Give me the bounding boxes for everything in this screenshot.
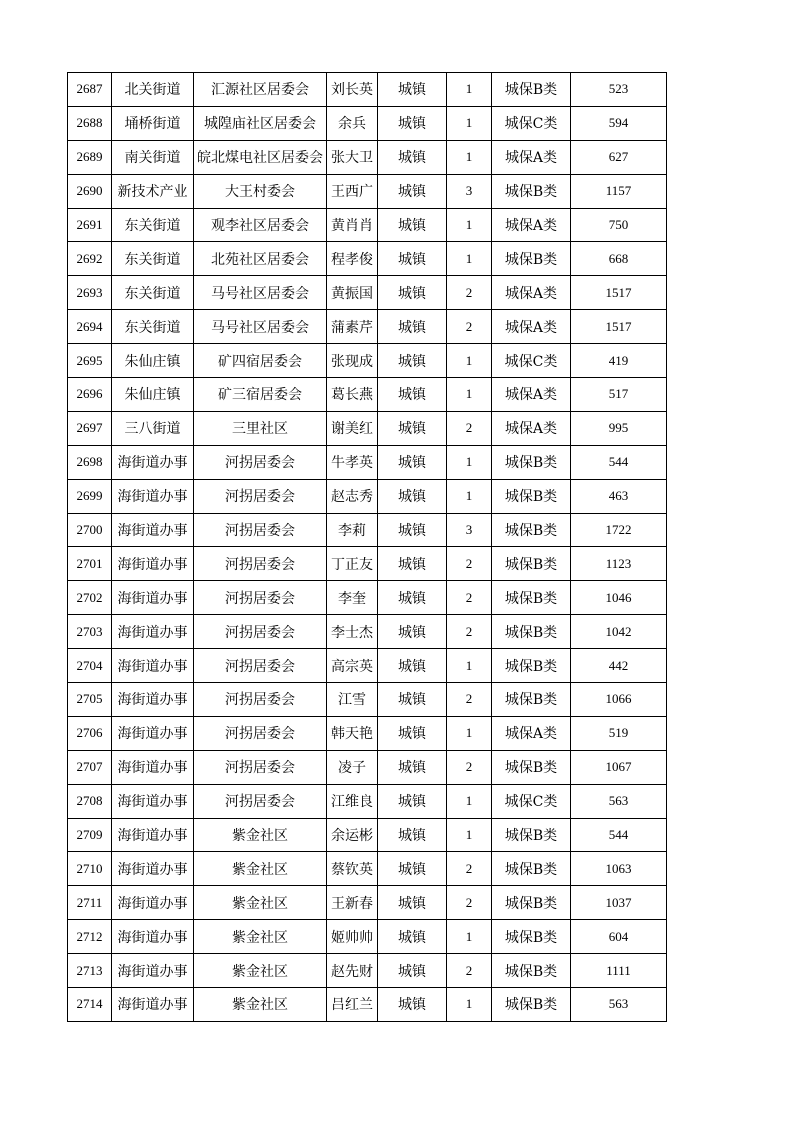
amount-cell: 1046 xyxy=(571,581,667,615)
person-name-cell: 姬帅帅 xyxy=(327,920,378,954)
person-name-cell: 高宗英 xyxy=(327,649,378,683)
street-office-cell: 海街道办事 xyxy=(112,819,194,853)
table-row xyxy=(68,412,667,446)
community-cell: 河拐居委会 xyxy=(194,514,327,548)
street-office-cell: 南关街道 xyxy=(112,141,194,175)
data-table xyxy=(67,72,667,1022)
row-number-cell: 2705 xyxy=(68,683,112,717)
amount-cell: 627 xyxy=(571,141,667,175)
insurance-category-cell: 城保B类 xyxy=(492,852,571,886)
row-number-cell: 2712 xyxy=(68,920,112,954)
insurance-category-cell: 城保B类 xyxy=(492,751,571,785)
household-count-cell: 1 xyxy=(447,73,492,107)
community-cell: 汇源社区居委会 xyxy=(194,73,327,107)
area-type-cell: 城镇 xyxy=(378,480,447,514)
person-name-cell: 张现成 xyxy=(327,344,378,378)
community-cell: 北苑社区居委会 xyxy=(194,242,327,276)
person-name-cell: 王新春 xyxy=(327,886,378,920)
insurance-category-cell: 城保C类 xyxy=(492,344,571,378)
amount-cell: 1063 xyxy=(571,852,667,886)
household-count-cell: 1 xyxy=(447,378,492,412)
table-row xyxy=(68,480,667,514)
community-cell: 河拐居委会 xyxy=(194,751,327,785)
row-number-cell: 2710 xyxy=(68,852,112,886)
insurance-category-cell: 城保B类 xyxy=(492,988,571,1022)
amount-cell: 544 xyxy=(571,819,667,853)
area-type-cell: 城镇 xyxy=(378,242,447,276)
area-type-cell: 城镇 xyxy=(378,954,447,988)
amount-cell: 563 xyxy=(571,785,667,819)
community-cell: 河拐居委会 xyxy=(194,581,327,615)
row-number-cell: 2704 xyxy=(68,649,112,683)
table-row xyxy=(68,310,667,344)
street-office-cell: 新技术产业 xyxy=(112,175,194,209)
household-count-cell: 3 xyxy=(447,175,492,209)
amount-cell: 1123 xyxy=(571,547,667,581)
person-name-cell: 李士杰 xyxy=(327,615,378,649)
community-cell: 矿三宿居委会 xyxy=(194,378,327,412)
amount-cell: 1067 xyxy=(571,751,667,785)
area-type-cell: 城镇 xyxy=(378,175,447,209)
street-office-cell: 东关街道 xyxy=(112,310,194,344)
street-office-cell: 三八街道 xyxy=(112,412,194,446)
table-row xyxy=(68,649,667,683)
person-name-cell: 蒲素芹 xyxy=(327,310,378,344)
area-type-cell: 城镇 xyxy=(378,886,447,920)
community-cell: 紫金社区 xyxy=(194,920,327,954)
area-type-cell: 城镇 xyxy=(378,344,447,378)
insurance-category-cell: 城保A类 xyxy=(492,310,571,344)
street-office-cell: 海街道办事 xyxy=(112,514,194,548)
area-type-cell: 城镇 xyxy=(378,581,447,615)
household-count-cell: 3 xyxy=(447,514,492,548)
table-row xyxy=(68,175,667,209)
insurance-category-cell: 城保B类 xyxy=(492,242,571,276)
amount-cell: 668 xyxy=(571,242,667,276)
table-row xyxy=(68,920,667,954)
household-count-cell: 1 xyxy=(447,785,492,819)
person-name-cell: 李奎 xyxy=(327,581,378,615)
area-type-cell: 城镇 xyxy=(378,751,447,785)
household-count-cell: 1 xyxy=(447,344,492,378)
community-cell: 河拐居委会 xyxy=(194,547,327,581)
person-name-cell: 江雪 xyxy=(327,683,378,717)
household-count-cell: 2 xyxy=(447,683,492,717)
street-office-cell: 东关街道 xyxy=(112,242,194,276)
insurance-category-cell: 城保B类 xyxy=(492,615,571,649)
street-office-cell: 东关街道 xyxy=(112,276,194,310)
amount-cell: 1517 xyxy=(571,310,667,344)
person-name-cell: 吕红兰 xyxy=(327,988,378,1022)
table-row xyxy=(68,785,667,819)
amount-cell: 604 xyxy=(571,920,667,954)
community-cell: 紫金社区 xyxy=(194,954,327,988)
household-count-cell: 2 xyxy=(447,886,492,920)
amount-cell: 594 xyxy=(571,107,667,141)
insurance-category-cell: 城保A类 xyxy=(492,276,571,310)
amount-cell: 1111 xyxy=(571,954,667,988)
household-count-cell: 1 xyxy=(447,107,492,141)
row-number-cell: 2693 xyxy=(68,276,112,310)
area-type-cell: 城镇 xyxy=(378,717,447,751)
insurance-category-cell: 城保B类 xyxy=(492,920,571,954)
area-type-cell: 城镇 xyxy=(378,514,447,548)
row-number-cell: 2690 xyxy=(68,175,112,209)
table-row xyxy=(68,615,667,649)
street-office-cell: 朱仙庄镇 xyxy=(112,378,194,412)
household-count-cell: 2 xyxy=(447,310,492,344)
person-name-cell: 牛孝英 xyxy=(327,446,378,480)
amount-cell: 519 xyxy=(571,717,667,751)
row-number-cell: 2691 xyxy=(68,209,112,243)
person-name-cell: 李莉 xyxy=(327,514,378,548)
insurance-category-cell: 城保B类 xyxy=(492,886,571,920)
household-count-cell: 2 xyxy=(447,852,492,886)
community-cell: 河拐居委会 xyxy=(194,446,327,480)
row-number-cell: 2706 xyxy=(68,717,112,751)
table-row xyxy=(68,819,667,853)
row-number-cell: 2711 xyxy=(68,886,112,920)
amount-cell: 1066 xyxy=(571,683,667,717)
table-row xyxy=(68,954,667,988)
amount-cell: 463 xyxy=(571,480,667,514)
table-row xyxy=(68,581,667,615)
row-number-cell: 2702 xyxy=(68,581,112,615)
area-type-cell: 城镇 xyxy=(378,547,447,581)
insurance-category-cell: 城保C类 xyxy=(492,107,571,141)
row-number-cell: 2703 xyxy=(68,615,112,649)
area-type-cell: 城镇 xyxy=(378,615,447,649)
amount-cell: 523 xyxy=(571,73,667,107)
household-count-cell: 2 xyxy=(447,581,492,615)
street-office-cell: 海街道办事 xyxy=(112,581,194,615)
amount-cell: 750 xyxy=(571,209,667,243)
amount-cell: 419 xyxy=(571,344,667,378)
table-row xyxy=(68,73,667,107)
row-number-cell: 2689 xyxy=(68,141,112,175)
area-type-cell: 城镇 xyxy=(378,446,447,480)
community-cell: 河拐居委会 xyxy=(194,480,327,514)
household-count-cell: 1 xyxy=(447,988,492,1022)
table-row xyxy=(68,344,667,378)
area-type-cell: 城镇 xyxy=(378,141,447,175)
row-number-cell: 2700 xyxy=(68,514,112,548)
street-office-cell: 北关街道 xyxy=(112,73,194,107)
household-count-cell: 1 xyxy=(447,649,492,683)
household-count-cell: 2 xyxy=(447,547,492,581)
community-cell: 观李社区居委会 xyxy=(194,209,327,243)
row-number-cell: 2687 xyxy=(68,73,112,107)
table-row xyxy=(68,107,667,141)
area-type-cell: 城镇 xyxy=(378,683,447,717)
row-number-cell: 2701 xyxy=(68,547,112,581)
street-office-cell: 海街道办事 xyxy=(112,480,194,514)
community-cell: 紫金社区 xyxy=(194,852,327,886)
row-number-cell: 2707 xyxy=(68,751,112,785)
area-type-cell: 城镇 xyxy=(378,276,447,310)
household-count-cell: 1 xyxy=(447,717,492,751)
community-cell: 河拐居委会 xyxy=(194,717,327,751)
household-count-cell: 2 xyxy=(447,954,492,988)
table-row xyxy=(68,683,667,717)
household-count-cell: 2 xyxy=(447,412,492,446)
row-number-cell: 2698 xyxy=(68,446,112,480)
community-cell: 三里社区 xyxy=(194,412,327,446)
area-type-cell: 城镇 xyxy=(378,920,447,954)
household-count-cell: 1 xyxy=(447,141,492,175)
row-number-cell: 2696 xyxy=(68,378,112,412)
community-cell: 马号社区居委会 xyxy=(194,276,327,310)
amount-cell: 1517 xyxy=(571,276,667,310)
person-name-cell: 江维良 xyxy=(327,785,378,819)
amount-cell: 563 xyxy=(571,988,667,1022)
insurance-category-cell: 城保A类 xyxy=(492,378,571,412)
street-office-cell: 海街道办事 xyxy=(112,954,194,988)
table-row xyxy=(68,514,667,548)
insurance-category-cell: 城保B类 xyxy=(492,547,571,581)
household-count-cell: 1 xyxy=(447,920,492,954)
amount-cell: 1157 xyxy=(571,175,667,209)
area-type-cell: 城镇 xyxy=(378,988,447,1022)
row-number-cell: 2692 xyxy=(68,242,112,276)
person-name-cell: 张大卫 xyxy=(327,141,378,175)
table-row xyxy=(68,276,667,310)
area-type-cell: 城镇 xyxy=(378,73,447,107)
community-cell: 河拐居委会 xyxy=(194,649,327,683)
person-name-cell: 余兵 xyxy=(327,107,378,141)
person-name-cell: 余运彬 xyxy=(327,819,378,853)
amount-cell: 995 xyxy=(571,412,667,446)
street-office-cell: 海街道办事 xyxy=(112,920,194,954)
amount-cell: 442 xyxy=(571,649,667,683)
area-type-cell: 城镇 xyxy=(378,310,447,344)
person-name-cell: 凌子 xyxy=(327,751,378,785)
street-office-cell: 海街道办事 xyxy=(112,683,194,717)
insurance-category-cell: 城保B类 xyxy=(492,954,571,988)
insurance-category-cell: 城保B类 xyxy=(492,683,571,717)
household-count-cell: 2 xyxy=(447,615,492,649)
insurance-category-cell: 城保B类 xyxy=(492,649,571,683)
row-number-cell: 2709 xyxy=(68,819,112,853)
person-name-cell: 黄肖肖 xyxy=(327,209,378,243)
table-row xyxy=(68,242,667,276)
person-name-cell: 葛长燕 xyxy=(327,378,378,412)
person-name-cell: 黄振国 xyxy=(327,276,378,310)
street-office-cell: 海街道办事 xyxy=(112,886,194,920)
table-row xyxy=(68,886,667,920)
area-type-cell: 城镇 xyxy=(378,412,447,446)
street-office-cell: 朱仙庄镇 xyxy=(112,344,194,378)
household-count-cell: 1 xyxy=(447,446,492,480)
row-number-cell: 2708 xyxy=(68,785,112,819)
amount-cell: 1042 xyxy=(571,615,667,649)
street-office-cell: 海街道办事 xyxy=(112,615,194,649)
street-office-cell: 海街道办事 xyxy=(112,852,194,886)
insurance-category-cell: 城保B类 xyxy=(492,819,571,853)
amount-cell: 1722 xyxy=(571,514,667,548)
table-row xyxy=(68,852,667,886)
person-name-cell: 丁正友 xyxy=(327,547,378,581)
household-count-cell: 1 xyxy=(447,480,492,514)
table-row xyxy=(68,446,667,480)
household-count-cell: 1 xyxy=(447,242,492,276)
insurance-category-cell: 城保A类 xyxy=(492,209,571,243)
community-cell: 紫金社区 xyxy=(194,886,327,920)
street-office-cell: 海街道办事 xyxy=(112,446,194,480)
area-type-cell: 城镇 xyxy=(378,378,447,412)
table-row xyxy=(68,988,667,1022)
row-number-cell: 2714 xyxy=(68,988,112,1022)
community-cell: 皖北煤电社区居委会 xyxy=(194,141,327,175)
person-name-cell: 蔡钦英 xyxy=(327,852,378,886)
amount-cell: 544 xyxy=(571,446,667,480)
insurance-category-cell: 城保B类 xyxy=(492,480,571,514)
household-count-cell: 1 xyxy=(447,209,492,243)
street-office-cell: 海街道办事 xyxy=(112,785,194,819)
person-name-cell: 谢美红 xyxy=(327,412,378,446)
community-cell: 紫金社区 xyxy=(194,819,327,853)
row-number-cell: 2688 xyxy=(68,107,112,141)
table-row xyxy=(68,717,667,751)
street-office-cell: 海街道办事 xyxy=(112,751,194,785)
insurance-category-cell: 城保B类 xyxy=(492,514,571,548)
area-type-cell: 城镇 xyxy=(378,785,447,819)
community-cell: 大王村委会 xyxy=(194,175,327,209)
insurance-category-cell: 城保A类 xyxy=(492,141,571,175)
person-name-cell: 赵志秀 xyxy=(327,480,378,514)
table-row xyxy=(68,547,667,581)
row-number-cell: 2694 xyxy=(68,310,112,344)
community-cell: 河拐居委会 xyxy=(194,615,327,649)
community-cell: 城隍庙社区居委会 xyxy=(194,107,327,141)
insurance-category-cell: 城保B类 xyxy=(492,73,571,107)
row-number-cell: 2697 xyxy=(68,412,112,446)
community-cell: 河拐居委会 xyxy=(194,683,327,717)
insurance-category-cell: 城保B类 xyxy=(492,581,571,615)
insurance-category-cell: 城保C类 xyxy=(492,785,571,819)
person-name-cell: 韩天艳 xyxy=(327,717,378,751)
insurance-category-cell: 城保A类 xyxy=(492,717,571,751)
street-office-cell: 海街道办事 xyxy=(112,717,194,751)
person-name-cell: 王西广 xyxy=(327,175,378,209)
area-type-cell: 城镇 xyxy=(378,852,447,886)
person-name-cell: 刘长英 xyxy=(327,73,378,107)
amount-cell: 1037 xyxy=(571,886,667,920)
household-count-cell: 2 xyxy=(447,276,492,310)
insurance-category-cell: 城保A类 xyxy=(492,412,571,446)
person-name-cell: 赵先财 xyxy=(327,954,378,988)
area-type-cell: 城镇 xyxy=(378,209,447,243)
street-office-cell: 东关街道 xyxy=(112,209,194,243)
row-number-cell: 2713 xyxy=(68,954,112,988)
street-office-cell: 海街道办事 xyxy=(112,988,194,1022)
street-office-cell: 海街道办事 xyxy=(112,547,194,581)
street-office-cell: 海街道办事 xyxy=(112,649,194,683)
household-count-cell: 1 xyxy=(447,819,492,853)
household-count-cell: 2 xyxy=(447,751,492,785)
table-row xyxy=(68,378,667,412)
insurance-category-cell: 城保B类 xyxy=(492,446,571,480)
area-type-cell: 城镇 xyxy=(378,107,447,141)
insurance-category-cell: 城保B类 xyxy=(492,175,571,209)
community-cell: 紫金社区 xyxy=(194,988,327,1022)
table-row xyxy=(68,209,667,243)
community-cell: 河拐居委会 xyxy=(194,785,327,819)
street-office-cell: 埇桥街道 xyxy=(112,107,194,141)
person-name-cell: 程孝俊 xyxy=(327,242,378,276)
area-type-cell: 城镇 xyxy=(378,819,447,853)
community-cell: 矿四宿居委会 xyxy=(194,344,327,378)
community-cell: 马号社区居委会 xyxy=(194,310,327,344)
row-number-cell: 2699 xyxy=(68,480,112,514)
table-row xyxy=(68,751,667,785)
area-type-cell: 城镇 xyxy=(378,649,447,683)
amount-cell: 517 xyxy=(571,378,667,412)
table-row xyxy=(68,141,667,175)
row-number-cell: 2695 xyxy=(68,344,112,378)
